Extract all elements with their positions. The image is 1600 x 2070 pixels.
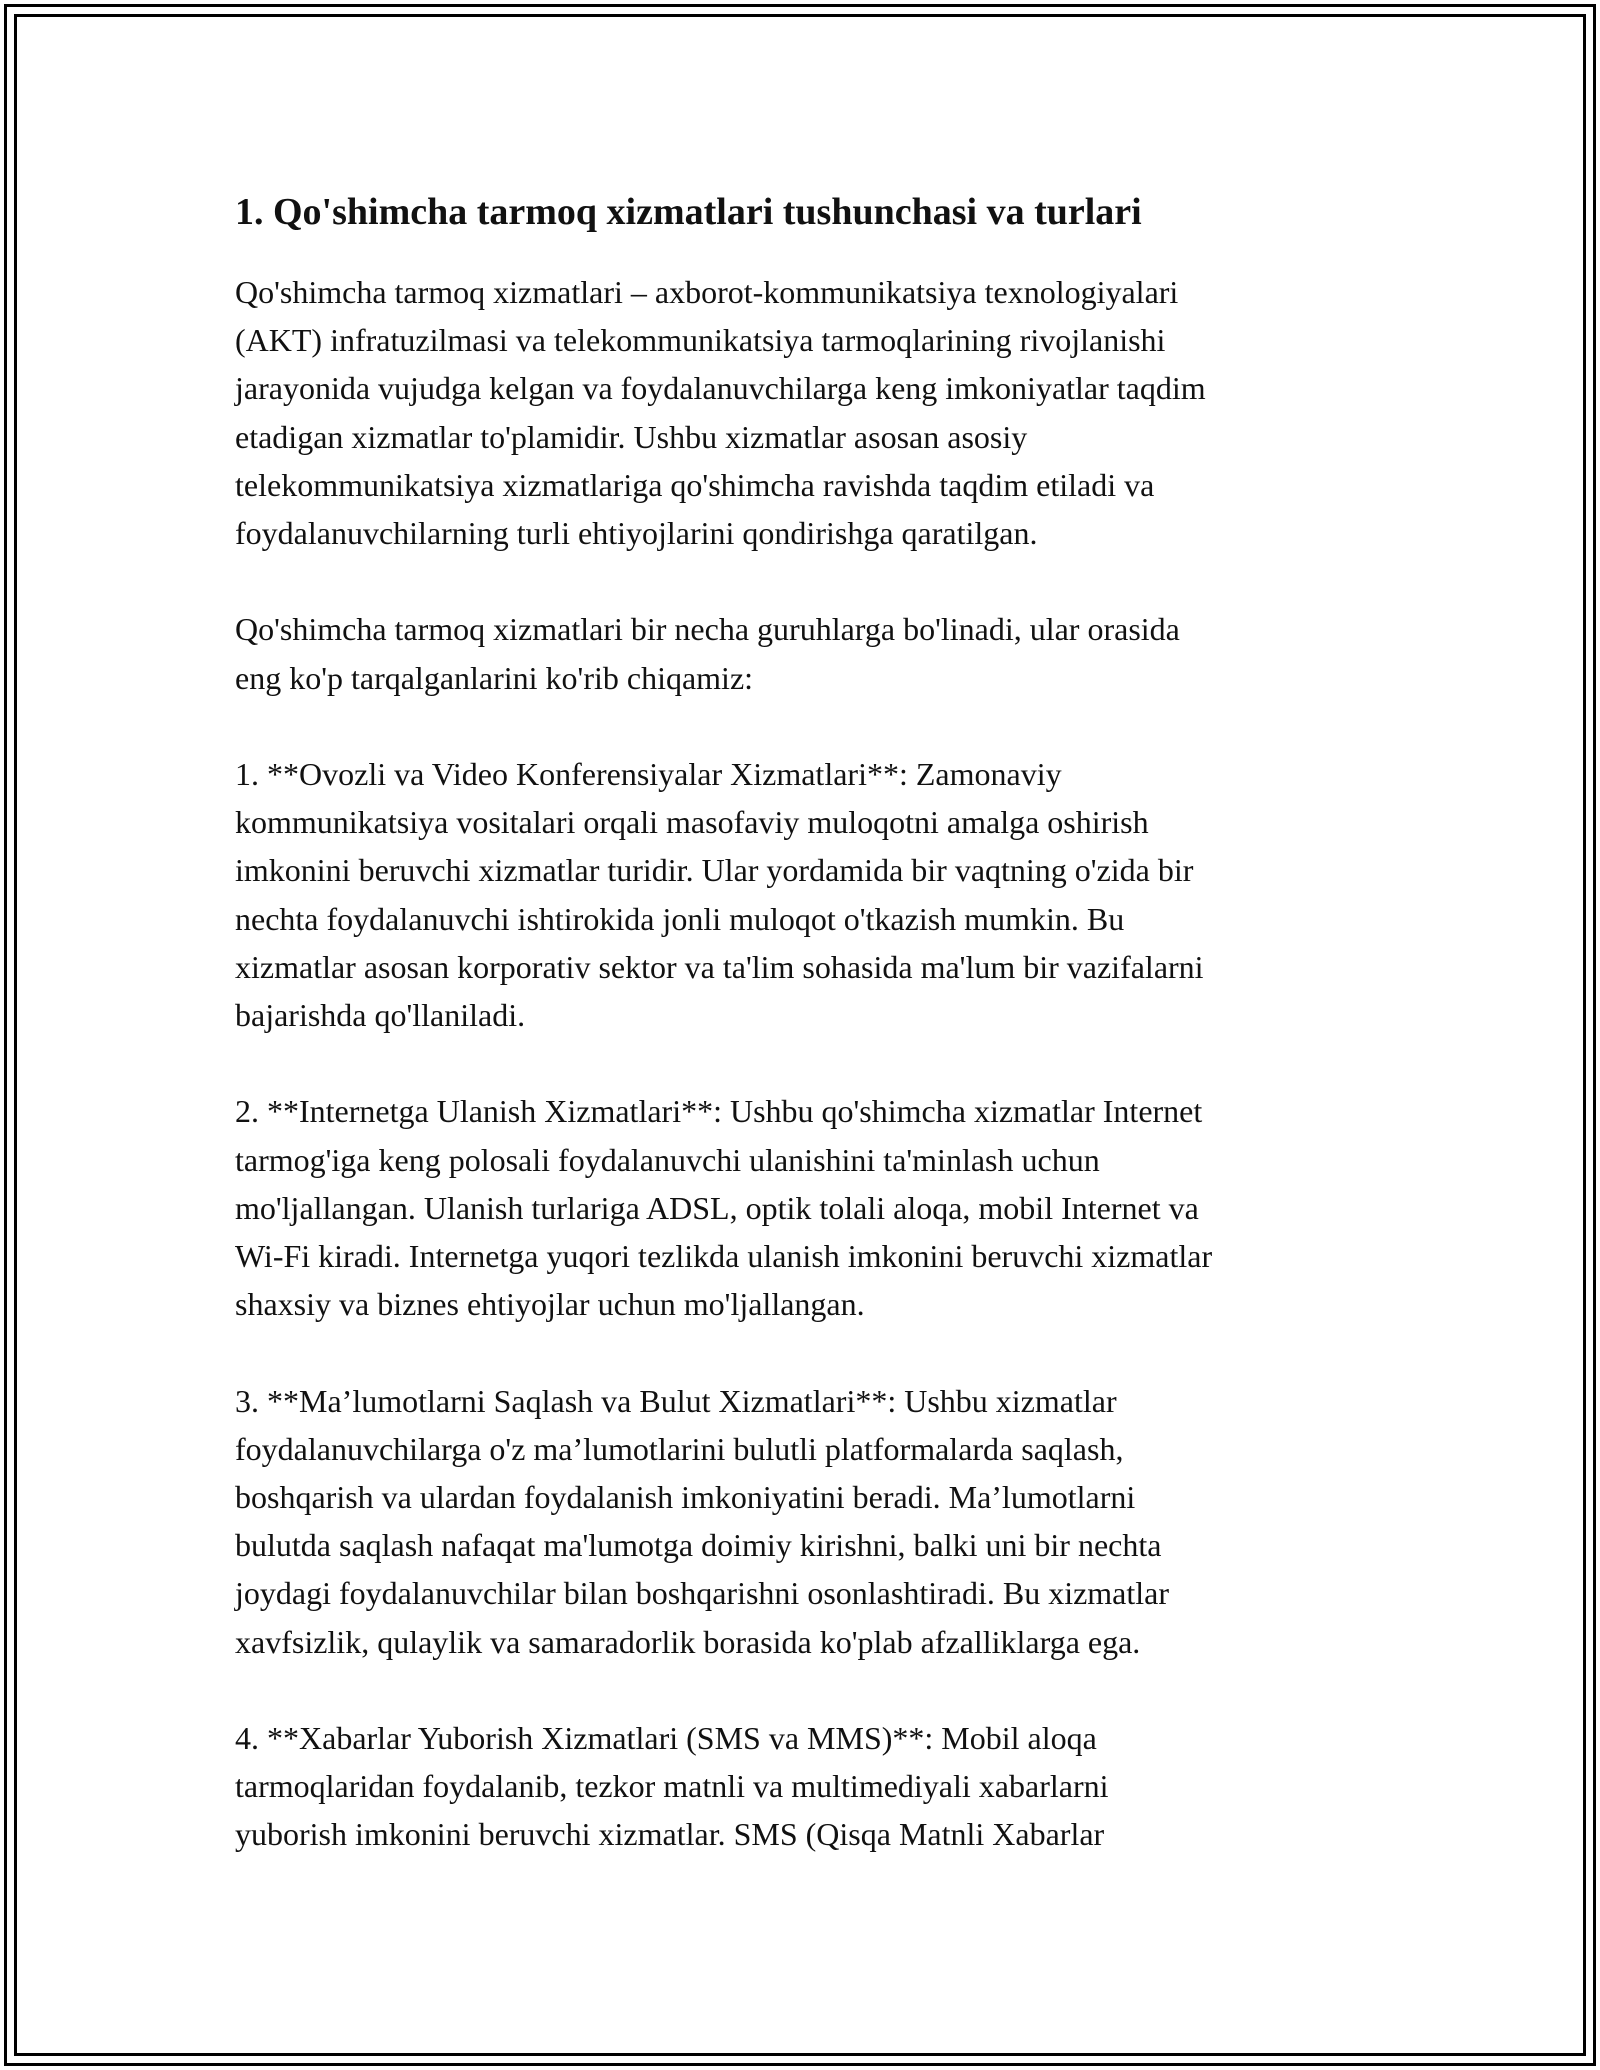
text-line: shaxsiy va biznes ehtiyojlar uchun mo'ljallangan. xyxy=(235,1286,865,1323)
text-line: xizmatlar asosan korporativ sektor va ta'lim sohasida ma'lum bir vazifalarni xyxy=(235,948,1204,985)
text-line: Wi-Fi kiradi. Internetga yuqori tezlikda ulanish imkonini beruvchi xizmatlar xyxy=(235,1238,1213,1275)
text-line: 4. **Xabarlar Yuborish Xizmatlari (SMS va MMS)**: Mobil aloqa xyxy=(235,1720,1097,1757)
text-line: tarmog'iga keng polosali foydalanuvchi ulanishini ta'minlash uchun xyxy=(235,1141,1100,1178)
paragraph-item-2 xyxy=(235,1087,1370,1328)
text-line: nechta foydalanuvchi ishtirokida jonli muloqot o'tkazish mumkin. Bu xyxy=(235,900,1125,937)
text-line: tarmoqlaridan foydalanib, tezkor matnli va multimediyali xabarlarni xyxy=(235,1768,1109,1805)
text-line: imkonini beruvchi xizmatlar turidir. Ular yordamida bir vaqtning o'zida bir xyxy=(235,852,1194,889)
paragraph-item-1 xyxy=(235,750,1370,1039)
text-line: Qo'shimcha tarmoq xizmatlari – axborot-kommunikatsiya texnologiyalari xyxy=(235,274,1179,310)
document-body xyxy=(235,188,1370,1859)
paragraph-item-4 xyxy=(235,1714,1370,1859)
text-line: foydalanuvchilarning turli ehtiyojlarini qondirishga qaratilgan. xyxy=(235,515,1038,552)
text-line: boshqarish va ulardan foydalanish imkoniyatini beradi. Ma’lumotlarni xyxy=(235,1479,1136,1516)
text-line: bajarishda qo'llaniladi. xyxy=(235,997,526,1034)
text-line: 1. **Ovozli va Video Konferensiyalar Xizmatlari**: Zamonaviy xyxy=(235,756,1062,792)
document-title: 1. Qo'shimcha tarmoq xizmatlari tushunchasi va turlari xyxy=(235,191,1142,233)
text-line: eng ko'p tarqalganlarini ko'rib chiqamiz: xyxy=(235,659,754,696)
text-line: bulutda saqlash nafaqat ma'lumotga doimiy kirishni, balki uni bir nechta xyxy=(235,1527,1162,1564)
text-line: mo'ljallangan. Ulanish turlariga ADSL, optik tolali aloqa, mobil Internet va xyxy=(235,1189,1199,1226)
paragraph-intro xyxy=(235,268,1370,557)
text-line: joydagi foydalanuvchilar bilan boshqarishni osonlashtiradi. Bu xizmatlar xyxy=(235,1575,1170,1612)
text-line: 3. **Ma’lumotlarni Saqlash va Bulut Xizmatlari**: Ushbu xizmatlar xyxy=(235,1382,1117,1419)
text-line: foydalanuvchilarga o'z ma’lumotlarini bulutli platformalarda saqlash, xyxy=(235,1430,1124,1467)
text-line: Qo'shimcha tarmoq xizmatlari bir necha guruhlarga bo'linadi, ular orasida xyxy=(235,611,1180,648)
text-line: telekommunikatsiya xizmatlariga qo'shimcha ravishda taqdim etiladi va xyxy=(235,466,1155,503)
text-line: kommunikatsiya vositalari orqali masofaviy muloqotni amalga oshirish xyxy=(235,804,1149,841)
text-line: yuborish imkonini beruvchi xizmatlar. SMS (Qisqa Matnli Xabarlar xyxy=(235,1816,1105,1853)
text-line: (AKT) infratuzilmasi va telekommunikatsiya tarmoqlarining rivojlanishi xyxy=(235,322,1166,359)
text-line: xavfsizlik, qulaylik va samaradorlik borasida ko'plab afzalliklarga ega. xyxy=(235,1623,1141,1660)
text-line: jarayonida vujudga kelgan va foydalanuvchilarga keng imkoniyatlar taqdim xyxy=(235,370,1206,407)
paragraph-groups xyxy=(235,605,1370,701)
text-line: 2. **Internetga Ulanish Xizmatlari**: Ushbu qo'shimcha xizmatlar Internet xyxy=(235,1093,1203,1130)
text-line: etadigan xizmatlar to'plamidir. Ushbu xizmatlar asosan asosiy xyxy=(235,418,1028,455)
paragraph-item-3 xyxy=(235,1377,1370,1666)
